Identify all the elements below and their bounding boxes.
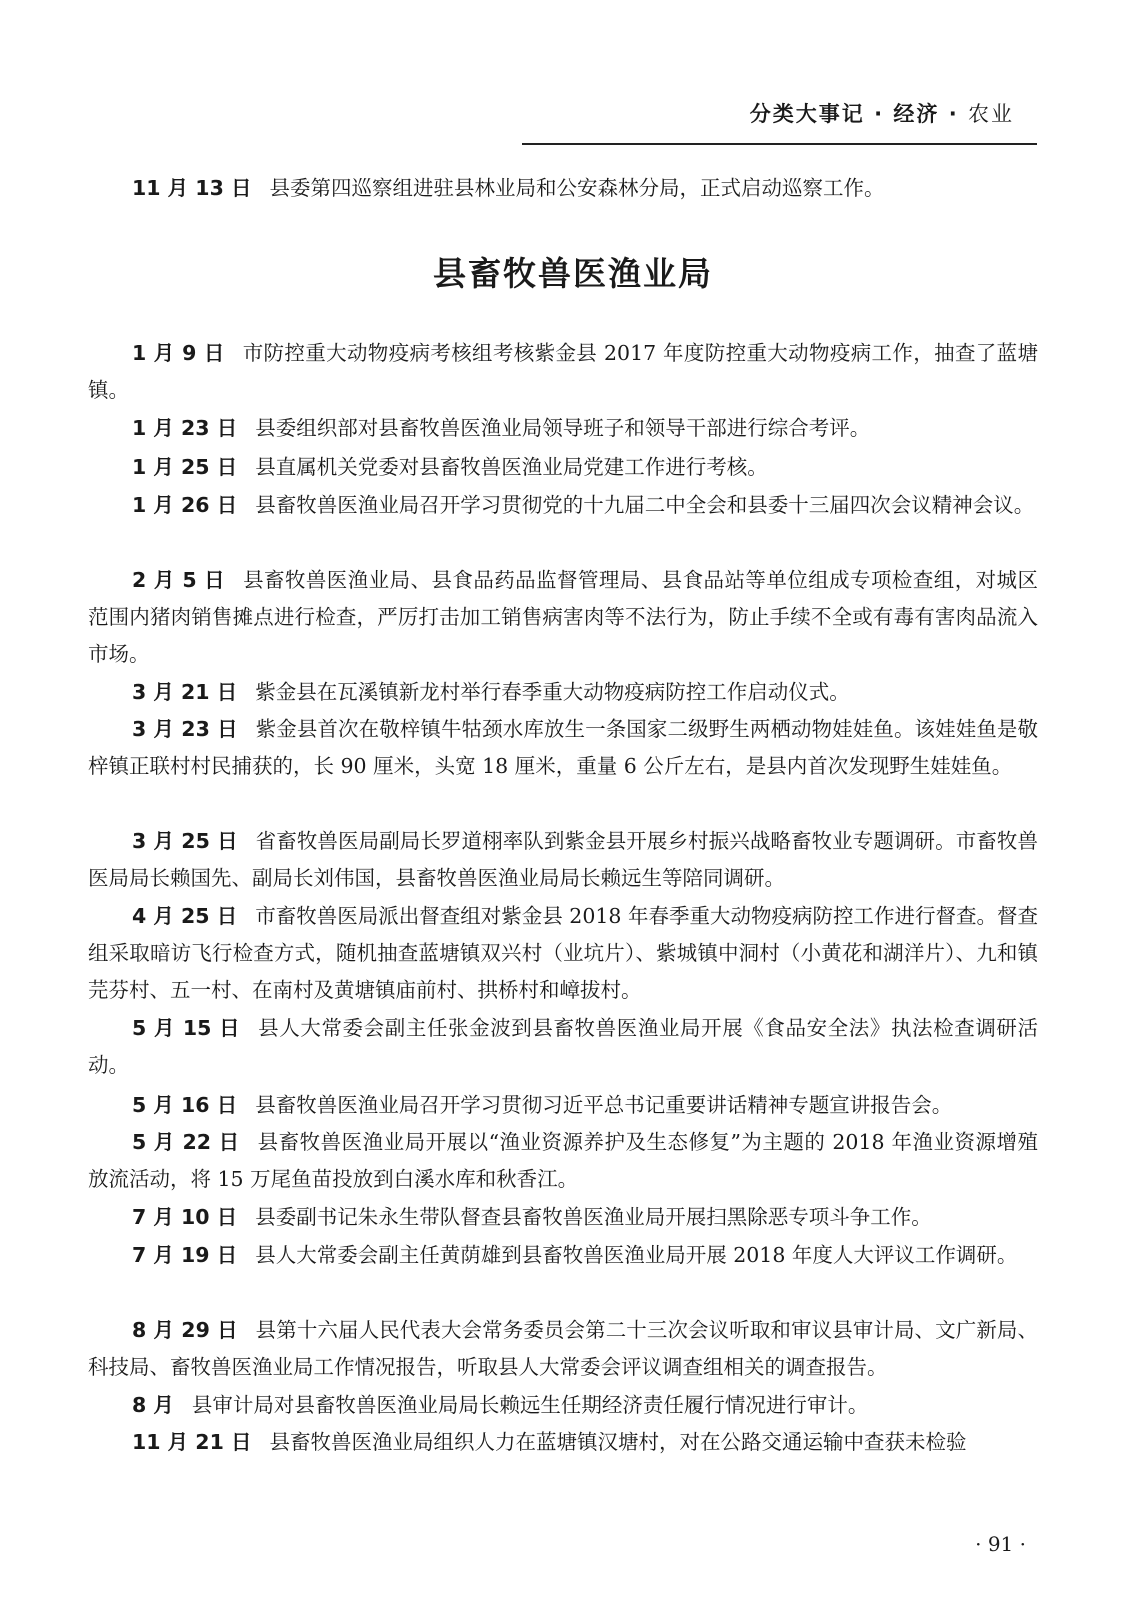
entry-text: 县畜牧兽医渔业局开展以“渔业资源养护及生态修复”为主题的 2018 年渔业资源增殖放流活动，将 15 万尾鱼苗投放到白溪水库和秋香江。: [88, 1130, 1039, 1191]
entry-date: 5 月 16 日: [132, 1093, 238, 1117]
entry-date: 4 月 25 日: [132, 904, 238, 928]
entry-date: 1 月 23 日: [132, 416, 238, 440]
entry-3-23: [88, 711, 1038, 785]
running-head-bold: 分类大事记 · 经济 ·: [749, 102, 959, 126]
entry-date: 5 月 15 日: [132, 1016, 241, 1040]
entry-text: 县人大常委会副主任黄荫雄到县畜牧兽医渔业局开展 2018 年度人大评议工作调研。: [255, 1243, 1018, 1267]
entry-date: 7 月 19 日: [132, 1243, 238, 1267]
entry-date: 7 月 10 日: [132, 1205, 238, 1229]
entry-text: 县委组织部对县畜牧兽医渔业局领导班子和领导干部进行综合考评。: [255, 416, 871, 440]
entry-2-5: [88, 562, 1038, 673]
entry-7-10: [88, 1199, 1038, 1236]
entry-5-16: [88, 1087, 1038, 1124]
entry-date: 1 月 25 日: [132, 455, 238, 479]
entry-text: 县审计局对县畜牧兽医渔业局局长赖远生任期经济责任履行情况进行审计。: [191, 1393, 869, 1417]
entry-text: 省畜牧兽医局副局长罗道栩率队到紫金县开展乡村振兴战略畜牧业专题调研。市畜牧兽医局局长赖国先、副局长刘伟国，县畜牧兽医渔业局局长赖远生等陪同调研。: [88, 829, 1038, 890]
entry-date: 1 月 26 日: [132, 493, 238, 517]
running-head-light: 农业: [968, 102, 1014, 126]
entry-date: 2 月 5 日: [132, 568, 226, 592]
running-head: [750, 98, 1014, 128]
entry-date: 11 月 13 日: [132, 176, 252, 200]
entry-1-25: [88, 449, 1038, 486]
entry-3-25: [88, 823, 1038, 897]
entry-11-21: [88, 1424, 1038, 1461]
entry-8-29: [88, 1312, 1038, 1386]
entry-text: 县直属机关党委对县畜牧兽医渔业局党建工作进行考核。: [255, 455, 768, 479]
entry-date: 3 月 21 日: [132, 680, 238, 704]
entry-8: [88, 1387, 1038, 1424]
entry-7-19: [88, 1237, 1038, 1274]
entry-text: 市防控重大动物疫病考核组考核紫金县 2017 年度防控重大动物疫病工作，抽查了蓝塘镇。: [88, 341, 1038, 402]
entry-4-25: [88, 898, 1038, 1009]
entry-text: 县委副书记朱永生带队督查县畜牧兽医渔业局开展扫黑除恶专项斗争工作。: [255, 1205, 932, 1229]
page-number: · 91 ·: [975, 1532, 1026, 1556]
entry-date: 3 月 23 日: [132, 717, 238, 741]
entry-text: 县畜牧兽医渔业局组织人力在蓝塘镇汉塘村，对在公路交通运输中查获未检验: [269, 1430, 967, 1454]
entry-3-21: [88, 674, 1038, 711]
section-title: 县畜牧兽医渔业局: [433, 254, 713, 293]
entry-date: 5 月 22 日: [132, 1130, 240, 1154]
entry-date: 8 月 29 日: [132, 1318, 238, 1342]
entry-5-15: [88, 1010, 1038, 1084]
entry-date: 8 月: [132, 1393, 174, 1417]
entry-text: 县人大常委会副主任张金波到县畜牧兽医渔业局开展《食品安全法》执法检查调研活动。: [88, 1016, 1039, 1077]
entry-1-23: [88, 410, 1038, 447]
entry-text: 县畜牧兽医渔业局召开学习贯彻党的十九届二中全会和县委十三届四次会议精神会议。: [255, 493, 1035, 517]
entry-text: 县畜牧兽医渔业局召开学习贯彻习近平总书记重要讲话精神专题宣讲报告会。: [255, 1093, 953, 1117]
header-rule: [522, 143, 1037, 145]
intro-entry: [88, 170, 1038, 207]
entry-date: 11 月 21 日: [132, 1430, 252, 1454]
entry-1-9: [88, 335, 1038, 409]
entry-1-26: [88, 487, 1038, 524]
entry-date: 3 月 25 日: [132, 829, 238, 853]
entry-text: 紫金县在瓦溪镇新龙村举行春季重大动物疫病防控工作启动仪式。: [255, 680, 850, 704]
entry-text: 县委第四巡察组进驻县林业局和公安森林分局，正式启动巡察工作。: [269, 176, 885, 200]
entry-text: 紫金县首次在敬梓镇牛牯颈水库放生一条国家二级野生两栖动物娃娃鱼。该娃娃鱼是敬梓镇正联村村民捕获的，长 90 厘米，头宽 18 厘米，重量 6 公斤左右，是县内首次发现野生娃娃鱼。: [88, 717, 1038, 778]
entry-5-22: [88, 1124, 1038, 1198]
entry-text: 县畜牧兽医渔业局、县食品药品监督管理局、县食品站等单位组成专项检查组，对城区范围内猪肉销售摊点进行检查，严厉打击加工销售病害肉等不法行为，防止手续不全或有毒有害肉品流入市场。: [88, 568, 1038, 666]
entry-text: 县第十六届人民代表大会常务委员会第二十三次会议听取和审议县审计局、文广新局、科技局、畜牧兽医渔业局工作情况报告，听取县人大常委会评议调查组相关的调查报告。: [88, 1318, 1038, 1379]
entry-text: 市畜牧兽医局派出督查组对紫金县 2018 年春季重大动物疫病防控工作进行督查。督查组采取暗访飞行检查方式，随机抽查蓝塘镇双兴村（业坑片）、紫城镇中洞村（小黄花和湖洋片）、九和镇芫芬村、五一村、在南村及黄塘镇庙前村、拱桥村和嶂拔村。: [88, 904, 1039, 1002]
entry-date: 1 月 9 日: [132, 341, 225, 365]
